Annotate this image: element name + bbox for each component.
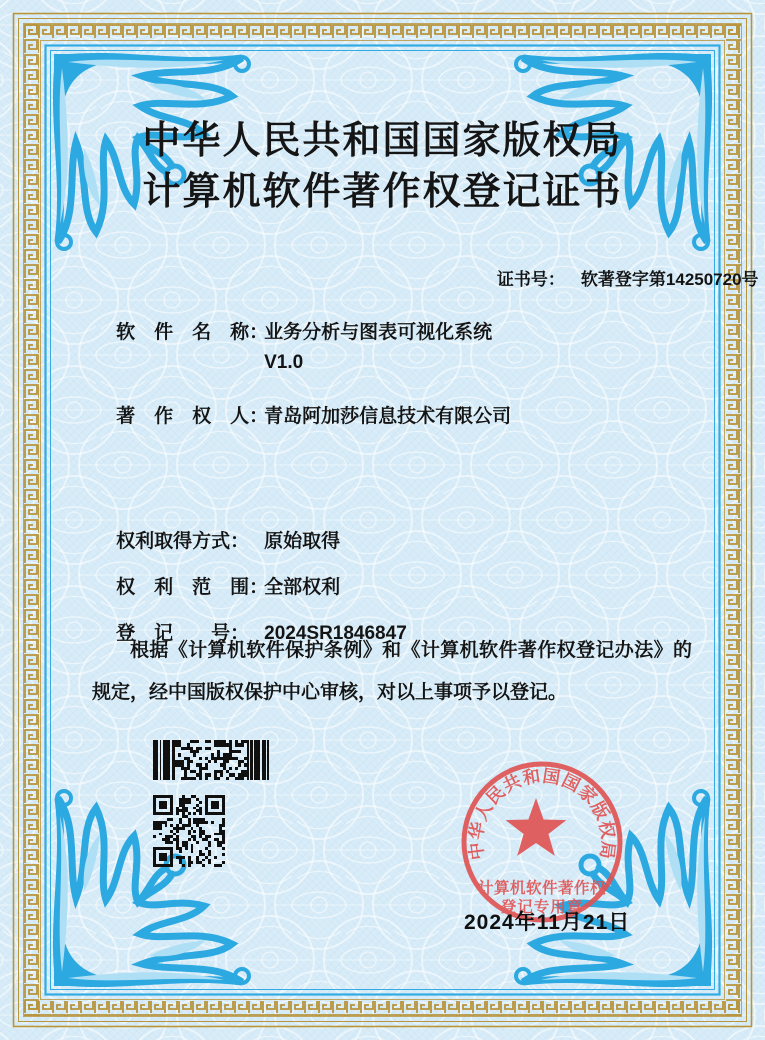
registration-number-value: 2024SR1846847 (264, 623, 407, 644)
seal-line2: 登记专用章 (500, 899, 584, 916)
software-name-value: 业务分析与图表可视化系统 (264, 322, 493, 343)
document-title: 计算机软件著作权登记证书 (142, 168, 623, 213)
seal-line1: 计算机软件著作权 (477, 880, 607, 897)
seal-star (506, 798, 567, 856)
certificate-number (478, 245, 759, 310)
field-label: 权利取得方式： (116, 531, 250, 552)
rights-scope-value: 全部权利 (264, 577, 341, 598)
seal-ring-text: 中华人民共和国国家版权局 (465, 765, 619, 862)
authority-title: 中华人民共和国国家版权局 (142, 117, 623, 162)
copyright-owner-value: 青岛阿加莎信息技术有限公司 (264, 406, 512, 427)
issue-date: 2024年11月21日 (464, 911, 631, 934)
qr-code (153, 795, 225, 867)
certificate-number-label: 证书号： (496, 270, 565, 289)
barcode (153, 740, 269, 780)
field-label: 权 利 范 围： (116, 577, 269, 598)
rights-acquisition-value: 原始取得 (264, 531, 341, 552)
certificate-number-value: 软著登字第14250720号 (580, 270, 759, 289)
field-label: 软 件 名 称： (116, 322, 269, 343)
field-copyright-owner (95, 372, 511, 462)
software-version-value: V1.0 (264, 352, 304, 373)
field-label: 登 记 号： (116, 623, 250, 644)
registration-statement: 根据《计算机软件保护条例》和《计算机软件著作权登记办法》的规定，经中国版权保护中心审核，对以上事项予以登记。 (92, 640, 692, 703)
field-label: 著 作 权 人： (116, 406, 269, 427)
official-seal (452, 752, 632, 932)
